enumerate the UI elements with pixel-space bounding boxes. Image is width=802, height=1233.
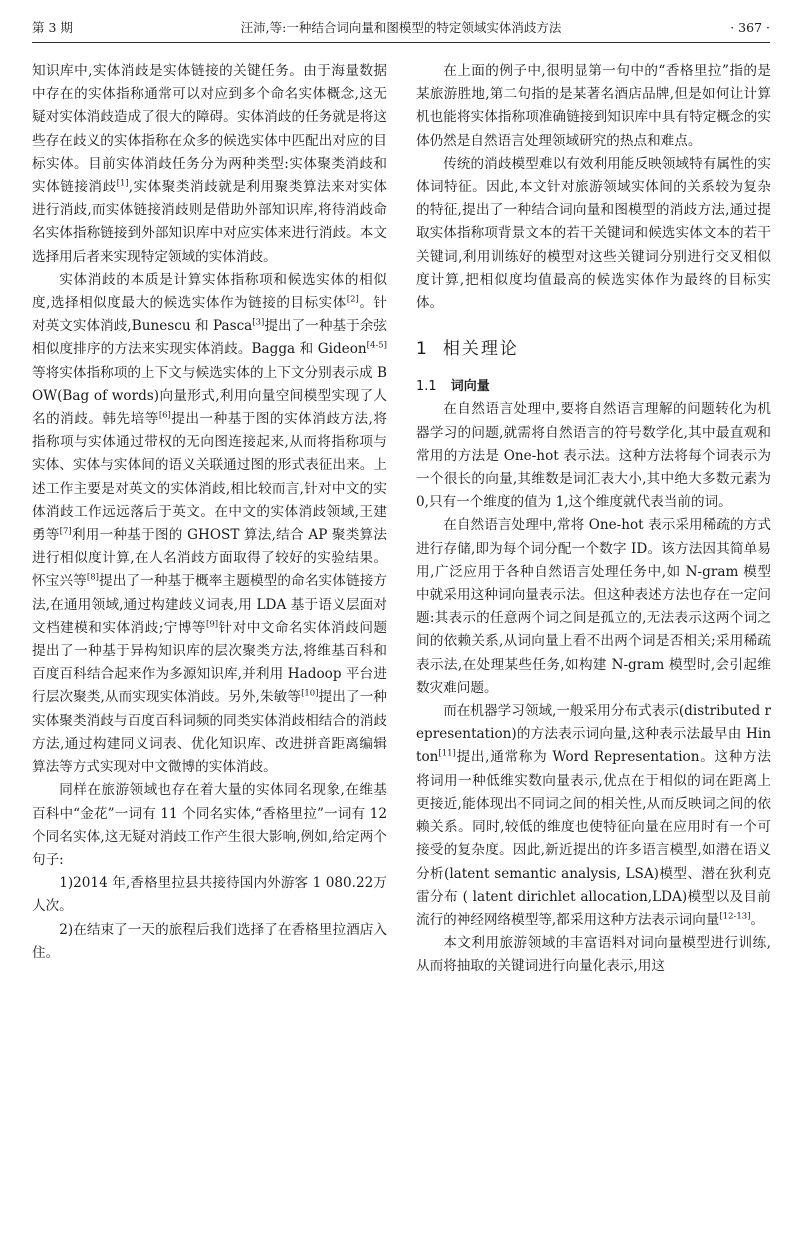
citation[interactable]: [8]	[86, 572, 99, 583]
citation[interactable]: [1]	[116, 178, 129, 189]
paragraph: 本文利用旅游领域的丰富语料对词向量模型进行训练,从而将抽取的关键词进行向量化表示,用这	[416, 935, 771, 975]
page-number: · 367 ·	[730, 19, 770, 35]
left-column	[32, 60, 387, 965]
running-title: 汪沛,等:一种结合词向量和图模型的特定领域实体消歧方法	[240, 20, 562, 35]
paragraph: 同样在旅游领域也存在着大量的实体同名现象,在维基百科中“金花”一词有 11 个同名实体,“香格里拉”一词有 12 个同名实体,这无疑对消歧工作产生很大影响,例如,给定两个句子:	[32, 782, 387, 868]
paragraph: 在自然语言处理中,要将自然语言理解的问题转化为机器学习的问题,就需将自然语言的符号数学化,其中最直观和常用的方法是 One-hot 表示法。这种方法将每个词表示为一个很长的向量,其维数是词汇表大小,其中绝大多数元素为 0,只有一个维度的值为 1,这个维度就代表当前的词。	[416, 401, 771, 511]
paragraph: 知识库中,实体消歧是实体链接的关键任务。由于海量数据中存在的实体指称通常可以对应到多个命名实体概念,这无疑对实体消歧造成了很大的障碍。实体消歧的任务就是将这些存在歧义的实体指称在众多的候选实体中匹配出对应的目标实体。目前实体消歧任务分为两种类型:实体聚类消歧和实体链接消歧[1],实体聚类消歧就是利用聚类算法来对实体进行消歧,而实体链接消歧则是借助外部知识库,将待消歧命名实体指称链接到外部知识库中对应实体来进行消歧。本文选择用后者来实现特定领域的实体消歧。	[32, 63, 387, 265]
right-column	[416, 60, 771, 979]
citation[interactable]: [12-13]	[719, 911, 751, 922]
issue-number: 第 3 期	[32, 20, 73, 35]
example-sentence-2: 2)在结束了一天的旅程后我们选择了在香格里拉酒店入住。	[32, 921, 387, 961]
citation[interactable]: [3]	[252, 317, 265, 328]
running-header	[32, 12, 770, 43]
paragraph: 实体消歧的本质是计算实体指称项和候选实体的相似度,选择相似度最大的候选实体作为链接的目标实体[2]。针对英文实体消歧,Bunescu 和 Pasca[3]提出了一种基于余弦相似度排序的方法来实现实体消歧。Bagga 和 Gideon[4-5]等将实体指称项的上下文与候选实体的上下文分别表示成 BOW(Bag of words)向量形式,利用向量空间模型实现了人名的消歧。韩先培等[6]提出一种基于图的实体消歧方法,将指称项与实体通过带权的无向图连接起来,从而将指称项与实体、实体与实体间的语义关联通过图的形式表征出来。上述工作主要是对英文的实体消歧,相比较而言,针对中文的实体消歧工作远远落后于英文。在中文的实体消歧领域,王建勇等[7]利用一种基于图的 GHOST 算法,结合 AP 聚类算法进行相似度计算,在人名消歧方面取得了较好的实验结果。怀宝兴等[8]提出了一种基于概率主题模型的命名实体链接方法,在通用领域,通过构建歧义词表,用 LDA 基于语义层面对文档建模和实体消歧;宁博等[9]针对中文命名实体消歧问题提出了一种基于异构知识库的层次聚类方法,将维基百科和百度百科结合起来作为多源知识库,并利用 Hadoop 平台进行层次聚类,从而实现实体消歧。另外,朱敏等[10]提出了一种实体聚类消歧与百度百科词频的同类实体消歧相结合的消歧方法,通过构建同义词表、优化知识库、改进拼音距离编辑算法等方式实现对中文微博的实体消歧。	[32, 271, 388, 776]
subsection-heading: 1.1 词向量	[416, 379, 490, 395]
paragraph: 而在机器学习领域,一般采用分布式表示(distributed representation)的方法表示词向量,这种表示法最早由 Hinton[11]提出,通常称为 Word Representation。这种方法将词用一种低维实数向量表示,优点在于相似的词在距离上更接近,能体现出不同词之间的相关性,从而反映词之间的依赖关系。同时,较低的维度也使特征向量在应用时有一个可接受的复杂度。因此,新近提出的许多语言模型,如潜在语义分析(latent semantic analysis, LSA)模型、潜在狄利克雷分布 ( latent dirichlet allocation,LDA)模型以及目前流行的神经网络模型等,都采用这种方法表示词向量[12-13]。	[416, 703, 771, 928]
example-sentence-1: 1)2014 年,香格里拉县共接待国内外游客 1 080.22万人次。	[32, 875, 387, 915]
citation[interactable]: [9]	[206, 619, 219, 630]
section-heading: 1 相关理论	[416, 339, 519, 360]
citation[interactable]: [10]	[301, 688, 319, 699]
citation[interactable]: [7]	[59, 526, 72, 537]
paragraph: 传统的消歧模型难以有效利用能反映领域特有属性的实体词特征。因此,本文针对旅游领域实体间的关系较为复杂的特征,提出了一种结合词向量和图模型的消歧方法,通过提取实体指称项背景文本的若干关键词和候选实体文本的若干关键词,利用训练好的模型对这些关键词分别进行交叉相似度计算,把相似度均值最高的候选实体作为最终的目标实体。	[416, 155, 771, 312]
citation[interactable]: [2]	[346, 294, 359, 305]
paragraph: 在自然语言处理中,常将 One-hot 表示采用稀疏的方式进行存储,即为每个词分配一个数字 ID。该方法因其简单易用,广泛应用于各种自然语言处理任务中,如 N-gram 模型中就采用这种词向量表示法。但这种表述方法也存在一定问题:其表示的任意两个词之间是孤立的,无法表示这两个词之间的依赖关系,从词向量上看不出两个词是否相关;采用稀疏表示法,在处理某些任务,如构建 N-gram 模型时,会引起维数灾难问题。	[416, 517, 771, 696]
citation[interactable]: [4-5]	[366, 340, 387, 351]
paragraph: 在上面的例子中,很明显第一句中的“香格里拉”指的是某旅游胜地,第二句指的是某著名酒店品牌,但是如何让计算机也能将实体指称项准确链接到知识库中具有特定概念的实体仍然是自然语言处理领域研究的热点和难点。	[416, 63, 771, 149]
citation[interactable]: [11]	[438, 748, 456, 759]
citation[interactable]: [6]	[158, 410, 171, 421]
